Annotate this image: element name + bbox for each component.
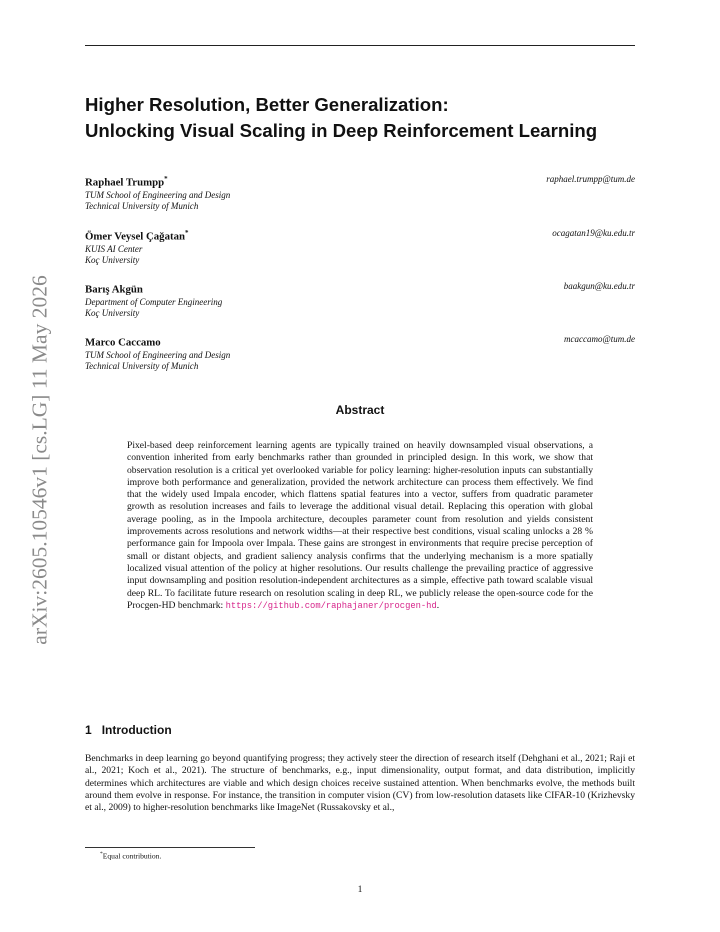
footnote — [100, 851, 161, 861]
author-email[interactable]: mcaccamo@tum.de — [563, 334, 635, 344]
author-institution: Koç University — [85, 254, 140, 265]
title-line-2: Unlocking Visual Scaling in Deep Reinforcement Learning — [85, 120, 598, 141]
author-affiliation: Department of Computer Engineering — [85, 296, 223, 307]
title-line-1: Higher Resolution, Better Generalization: — [85, 94, 449, 115]
section-heading — [85, 723, 172, 737]
author-block — [85, 227, 635, 266]
section-number: 1 — [85, 723, 92, 737]
author-affiliation: TUM School of Engineering and Design — [85, 349, 231, 360]
abstract-body — [127, 440, 593, 612]
author-name: Barış Akgün — [85, 283, 143, 296]
introduction-paragraph: Benchmarks in deep learning go beyond quantifying progress; they actively steer the direction of research itself (Dehghani et al., 2021; Raji et al., 2021; Koch et al., 2021). The structure of benchmarks, e.g., input dimensionality, output format, and data distribution, implicitly determines which architectures are viable and which design choices receive sustained attention. When benchmarks evolve, the methods built around them evolve in response. For instance, the transition in computer vision (CV) from low-resolution datasets like CIFAR-10 (Krizhevsky et al., 2009) to higher-resolution benchmarks like ImageNet (Russakovsky et al., — [85, 753, 635, 814]
footnote-text: Equal contribution. — [102, 851, 162, 861]
author-email[interactable]: baakgun@ku.edu.tr — [563, 281, 635, 291]
author-block — [85, 333, 635, 372]
top-rule — [85, 45, 635, 46]
author-name: Marco Caccamo — [85, 336, 161, 349]
author-affiliation: TUM School of Engineering and Design — [85, 189, 231, 200]
author-email[interactable]: raphael.trumpp@tum.de — [546, 174, 635, 184]
author-name: Ömer Veysel Çağatan — [85, 230, 185, 243]
abstract-heading: Abstract — [335, 403, 385, 417]
abstract-end: . — [436, 599, 440, 611]
author-name: Raphael Trumpp — [85, 176, 165, 189]
author-email[interactable]: ocagatan19@ku.edu.tr — [552, 228, 635, 238]
author-institution: Koç University — [85, 307, 140, 318]
section-title: Introduction — [101, 723, 172, 737]
author-block — [85, 173, 635, 212]
author-affiliation: KUIS AI Center — [85, 243, 143, 254]
author-mark: * — [184, 229, 189, 237]
footnote-rule — [85, 847, 255, 848]
page-number: 1 — [357, 884, 363, 895]
footnote-mark: * — [100, 851, 103, 857]
author-institution: Technical University of Munich — [85, 200, 199, 211]
author-institution: Technical University of Munich — [85, 360, 199, 371]
author-block — [85, 280, 635, 319]
author-mark: * — [164, 175, 168, 183]
abstract-text: Pixel-based deep reinforcement learning agents are typically trained on heavily downsampled visual observations, a convention inherited from early benchmarks rather than grounded in principled design. In this work, we show that observation resolution is a critical yet overlooked variable for policy learning: higher-resolution inputs can substantially improve both performance and generalization, provided the network architecture can process them effectively. We find that the widely used Impala encoder, which flattens spatial features into a vector, suffers from quadratic parameter growth as resolution increases and fails to leverage the additional visual detail. Replacing this operation with global average pooling, as in the Impoola architecture, decouples parameter count from resolution and yields consistent improvements across resolutions and network widths—at their respective best conditions, visual scaling unlocks a 28 % performance gain for Impoola over Impala. These gains are strongest in environments that require precise perception of small or distant objects, and gradient saliency analysis confirms that the underlying mechanism is a more spatially localized visual attention of the policy at higher resolutions. Our results challenge the prevailing practice of aggressive input downsampling and position resolution-independent architectures as a simple, effective path toward scalable visual deep RL. To facilitate future research on resolution scaling in deep RL, we publicly release the open-source code for the Procgen-HD benchmark: — [127, 440, 593, 611]
paper-title — [85, 92, 645, 144]
code-link[interactable]: https://github.com/raphajaner/procgen-hd — [225, 600, 437, 611]
